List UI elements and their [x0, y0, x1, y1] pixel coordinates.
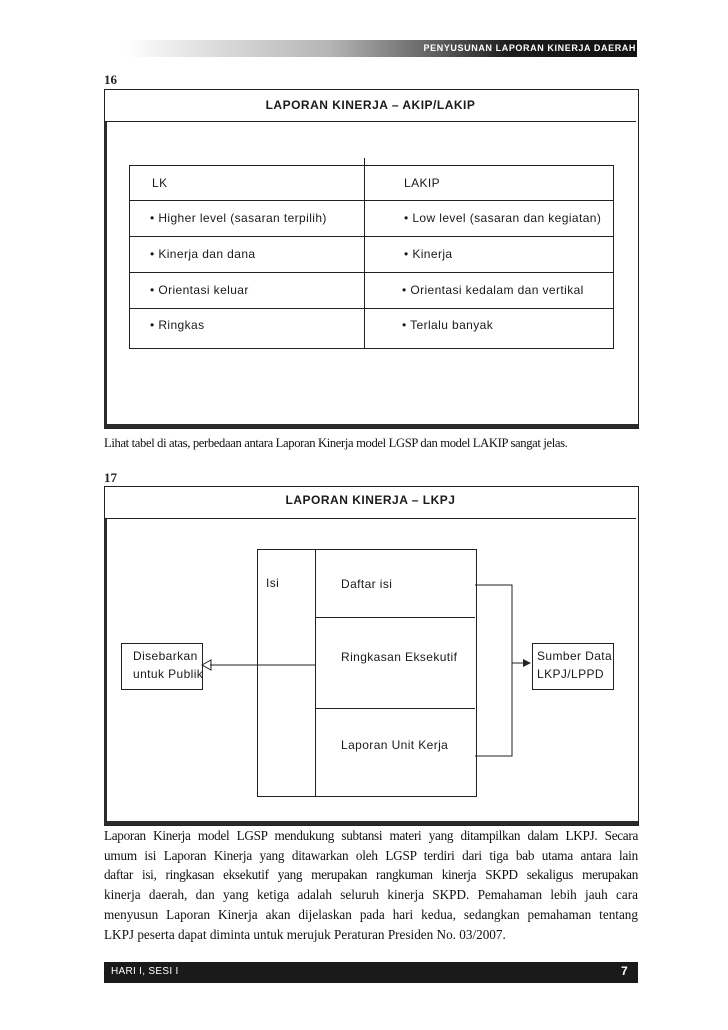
table-cell-left: • Kinerja dan dana [150, 247, 256, 261]
paragraph-line: umum isi Laporan Kinerja yang ditawarkan oleh LGSP terdiri dari tiga bab utama antara lain [104, 847, 638, 863]
table-header-lk: LK [152, 176, 168, 190]
disebarkan-line-1: Disebarkan [133, 649, 198, 663]
page-number: 7 [621, 964, 628, 978]
section-daftar-isi: Daftar isi [341, 577, 393, 591]
footer-bar [104, 962, 638, 983]
table-header-lakip: LAKIP [404, 176, 441, 190]
table-cell-left: • Orientasi keluar [150, 283, 249, 297]
table-cell-right: • Terlalu banyak [402, 318, 494, 332]
section-ringkasan-eksekutif: Ringkasan Eksekutif [341, 650, 458, 664]
isi-label: Isi [266, 576, 280, 590]
disebarkan-line-2: untuk Publik [133, 667, 204, 681]
sumber-data-line-2: LKPJ/LPPD [537, 667, 604, 681]
running-header: PENYUSUNAN LAPORAN KINERJA DAERAH [423, 43, 636, 53]
arrowhead-right [523, 659, 531, 667]
slide-number-17: 17 [104, 470, 117, 485]
paragraph-line: daftar isi, ringkasan eksekutif yang merupakan rangkuman kinerja SKPD sekaligus merupakan [104, 867, 638, 883]
arrowhead-left [202, 660, 211, 670]
table-cell-left: • Higher level (sasaran terpilih) [150, 211, 327, 225]
table-cell-right: • Low level (sasaran dan kegiatan) [404, 211, 602, 225]
table-cell-right: • Orientasi kedalam dan vertikal [402, 283, 584, 297]
slide-16-title: LAPORAN KINERJA – AKIP/LAKIP [265, 98, 476, 112]
table-cell-right: • Kinerja [404, 247, 453, 261]
slide-16-caption: Lihat tabel di atas, perbedaan antara Laporan Kinerja model LGSP dan model LAKIP sangat jelas. [104, 436, 568, 450]
paragraph-line: Laporan Kinerja model LGSP mendukung subtansi materi yang ditampilkan dalam LKPJ. Secara [104, 828, 638, 843]
sumber-data-line-1: Sumber Data [537, 649, 613, 663]
bracket-connector [475, 585, 512, 756]
paragraph-line: kinerja daerah, dan yang ketiga adalah seluruh kinerja SKPD. Pemahaman lebih jauh cara [104, 887, 638, 903]
slide-17-title: LAPORAN KINERJA – LKPJ [285, 493, 456, 507]
table-cell-left: • Ringkas [150, 318, 205, 332]
footer-session-label: HARI I, SESI I [111, 966, 179, 977]
paragraph-line: menyusun Laporan Kinerja akan dijelaskan pada hari kedua, sedangkan pemahaman tentang [104, 906, 638, 922]
body-paragraph [104, 826, 638, 944]
paragraph-line: LKPJ peserta dapat diminta untuk merujuk Peraturan Presiden No. 03/2007. [104, 926, 506, 942]
section-laporan-unit-kerja: Laporan Unit Kerja [341, 738, 449, 752]
slide-number-16: 16 [104, 72, 117, 87]
